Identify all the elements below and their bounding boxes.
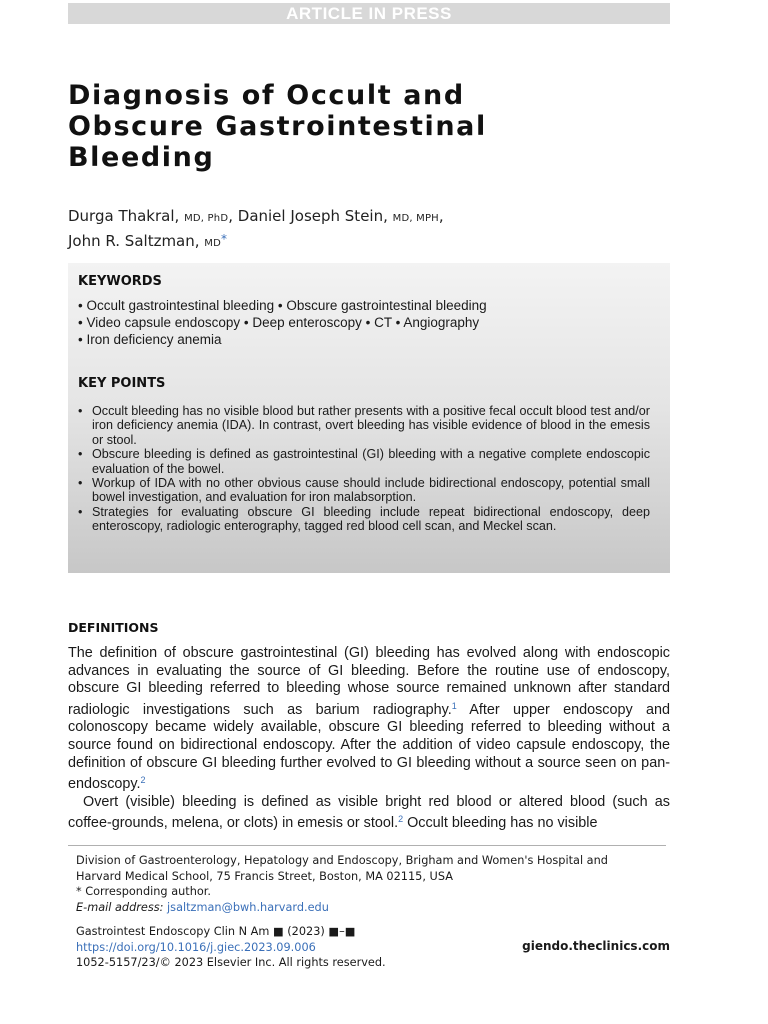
paragraph-text: Occult bleeding has no visible [403,815,598,832]
reference-link[interactable]: 1 [451,700,457,711]
definitions-heading: DEFINITIONS [68,620,159,635]
paragraph-text: After upper endoscopy and colonoscopy became widely available, obscure GI bleeding referred to bleeding without a source found on bidirectional endoscopy. After the addition of video capsule endoscopy, the definition of obscure GI bleeding further evolved to GI bleeding without a source seen on pan-endoscopy. [68,701,670,793]
reference-link[interactable]: 2 [398,814,404,825]
author-separator: , [228,207,238,225]
key-point-item: • Occult bleeding has no visible blood but rather presents with a positive fecal occult blood test and/or iron deficiency anemia (IDA). In contrast, overt bleeding has visible evidence of blood in the emesis or stool. [78,404,650,447]
paragraph-text: Overt (visible) bleeding is defined as visible bright red blood or altered blood (such as coffee-grounds, melena, or clots) in emesis or stool. [68,793,670,832]
author-name: Durga Thakral, [68,207,185,225]
title-line: Obscure Gastrointestinal [68,111,487,142]
author-line [68,229,628,254]
article-in-press-banner: ARTICLE IN PRESS [68,3,670,24]
keyword-line: • Video capsule endoscopy • Deep enteroscopy • CT • Angiography [78,315,480,330]
email-label: E-mail address: [76,900,164,914]
key-points-heading: KEY POINTS [78,376,166,391]
key-point-item: • Obscure bleeding is defined as gastrointestinal (GI) bleeding with a negative complete endoscopic evaluation of the bowel. [78,447,650,476]
journal-site: giendo.theclinics.com [522,939,670,953]
key-point-item: • Strategies for evaluating obscure GI bleeding include repeat bidirectional endoscopy, deep enteroscopy, radiologic enterography, tagged red blood cell scan, and Meckel scan. [78,505,650,534]
author-degree: MD, PhD [184,213,229,224]
copyright-line: 1052-5157/23/© 2023 Elsevier Inc. All rights reserved. [76,956,386,969]
affiliation-line: Harvard Medical School, 75 Francis Street, Boston, MA 02115, USA [76,869,453,883]
author-name: Daniel Joseph Stein, [237,207,393,225]
keywords-list [78,297,658,348]
journal-citation: Gastrointest Endoscopy Clin N Am ■ (2023) ■–■ [76,925,356,938]
author-name: John R. Saltzman, [68,232,205,250]
definitions-body [68,645,670,833]
author-list [68,206,628,254]
corresponding-author-link[interactable]: * [221,232,228,246]
reference-link[interactable]: 2 [140,775,146,786]
author-separator: , [438,207,444,225]
author-line [68,206,628,229]
title-line: Bleeding [68,142,215,173]
body-paragraph [68,645,670,794]
affiliation-line: Division of Gastroenterology, Hepatology and Endoscopy, Brigham and Women's Hospital and [76,854,608,867]
keyword-line: • Occult gastrointestinal bleeding • Obscure gastrointestinal bleeding [78,298,487,313]
email-link[interactable]: jsaltzman@bwh.harvard.edu [167,900,329,914]
paragraph-text: The definition of obscure gastrointestinal (GI) bleeding has evolved along with endoscopic advances in evaluating the source of GI bleeding. Before the routine use of endoscopy, obscure GI bleeding referred to bleeding whose source remained unknown after standard radiologic investigations such as barium radiography. [68,645,670,718]
corresponding-note: * Corresponding author. [76,885,211,898]
doi-link[interactable]: https://doi.org/10.1016/j.giec.2023.09.006 [76,940,316,954]
title-line: Diagnosis of Occult and [68,80,465,111]
key-points-list [78,404,650,534]
footnotes [76,853,676,915]
author-degree: MD [204,238,222,249]
article-title [68,80,668,173]
keywords-heading: KEYWORDS [78,274,162,289]
footnote-divider [68,845,666,846]
key-point-item: • Workup of IDA with no other obvious cause should include bidirectional endoscopy, potential small bowel investigation, and evaluation for iron malabsorption. [78,476,650,505]
author-degree: MD, MPH [392,213,439,224]
body-paragraph [68,794,670,833]
email-line [76,900,676,916]
keyword-line: • Iron deficiency anemia [78,332,222,347]
keywords-keypoints-box [68,263,670,573]
